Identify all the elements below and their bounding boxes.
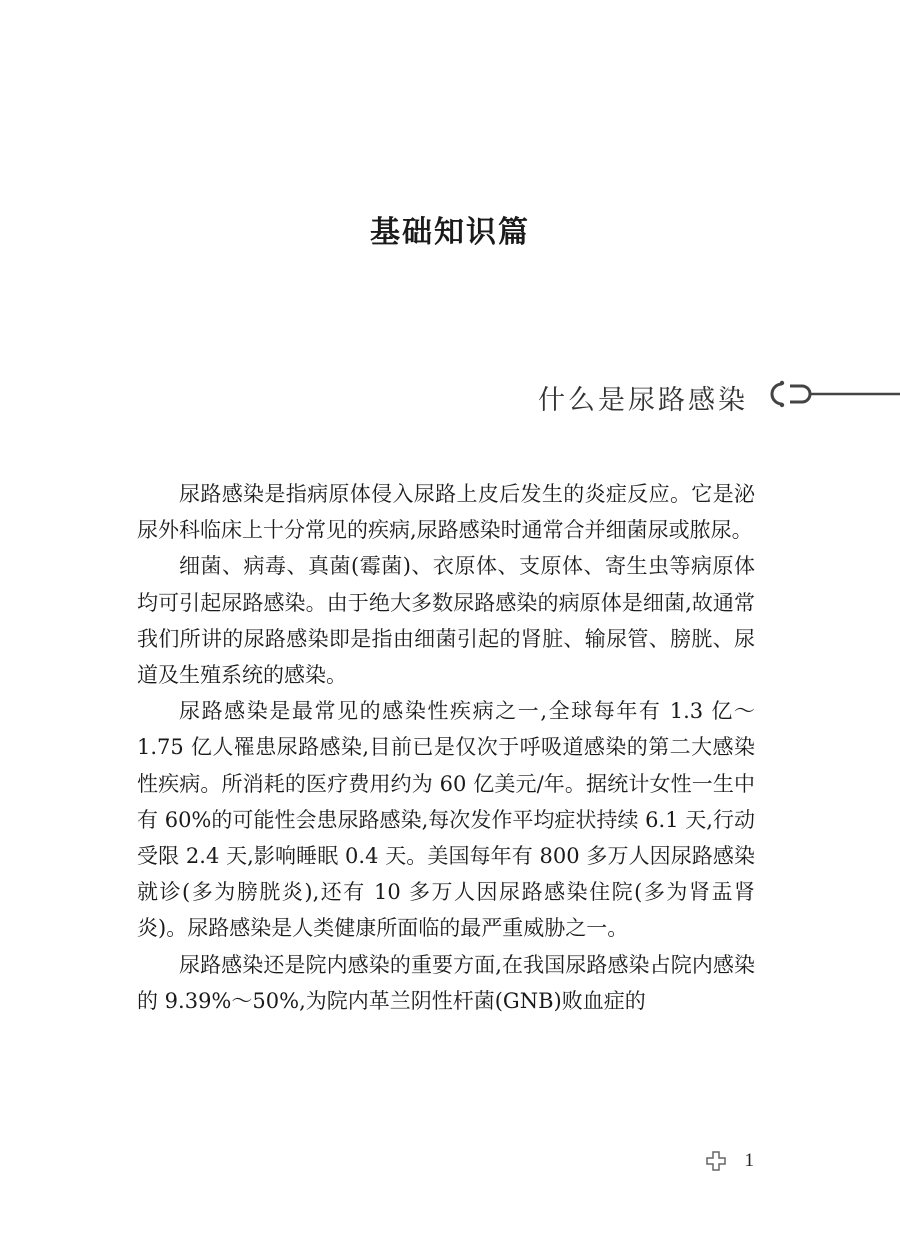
paragraph: 尿路感染是指病原体侵入尿路上皮后发生的炎症反应。它是泌尿外科临床上十分常见的疾病,尿路感染时通常合并细菌尿或脓尿。 [137, 482, 755, 543]
stethoscope-icon [770, 376, 900, 416]
paragraph: 细菌、病毒、真菌(霉菌)、衣原体、支原体、寄生虫等病原体均可引起尿路感染。由于绝大多数尿路感染的病原体是细菌,故通常我们所讲的尿路感染即是指由细菌引起的肾脏、输尿管、膀胱、尿道及生殖系统的感染。 [137, 554, 755, 688]
medical-cross-icon [705, 1150, 727, 1172]
page-number: 1 [744, 1150, 754, 1171]
page-footer [705, 1150, 755, 1172]
section-header [0, 372, 900, 422]
paragraph: 尿路感染还是院内感染的重要方面,在我国尿路感染占院内感染的 9.39%～50%,为院内革兰阴性杆菌(GNB)败血症的 [137, 952, 755, 1013]
paragraph: 尿路感染是最常见的感染性疾病之一,全球每年有 1.3 亿～1.75 亿人罹患尿路感染,目前已是仅次于呼吸道感染的第二大感染性疾病。所消耗的医疗费用约为 60 亿美元/年。据统计女性一生中有 60%的可能性会患尿路感染,每次发作平均症状持续 6.1 天,行动受限 2.4 天,影响睡眠 0.4 天。美国每年有 800 多万人因尿路感染就诊(多为膀胱炎),还有 10 多万人因尿路感染住院(多为肾盂肾炎)。尿路感染是人类健康所面临的最严重威胁之一。 [137, 699, 755, 941]
body-text [137, 476, 755, 1019]
section-title: 什么是尿路感染 [538, 385, 748, 416]
part-title: 基础知识篇 [370, 215, 530, 250]
